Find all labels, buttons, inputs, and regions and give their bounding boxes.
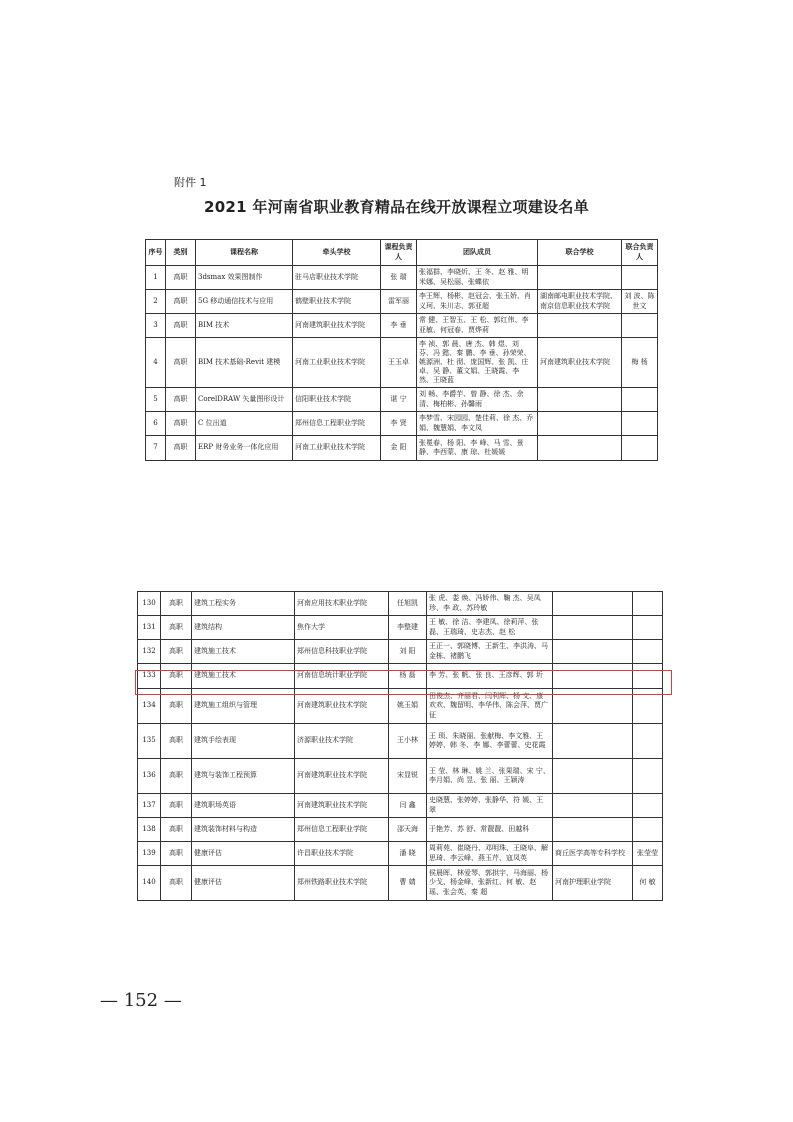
header-category: 类别 xyxy=(166,240,196,266)
row-partner-school: 河南护理职业学院 xyxy=(553,866,633,901)
row-partner-owner xyxy=(622,412,658,436)
row-category: 高职 xyxy=(161,842,192,866)
row-course-owner: 张 瑞 xyxy=(381,266,417,290)
row-partner-school xyxy=(553,664,633,689)
row-course-owner: 李 贤 xyxy=(381,412,417,436)
header-course: 课程名称 xyxy=(196,240,293,266)
row-category: 高职 xyxy=(166,314,196,338)
row-team-members: 李 祯、郭 晨、唐 杰、韩 煜、刘 芬、冯 懿、秦 鹏、李 垂、孙荣荣、姚源洲、杜 彻、庞国辉、张 凯、庄 卓、吴 静、董文娟、王晓霞、李 然、王晓蓝 xyxy=(417,338,538,388)
row-course-name: ERP 财务业务一体化应用 xyxy=(196,436,293,461)
row-team-members: 张福群、李晓炘、王 冬、赵 雅、明米娜、吴松丽、张蝶依 xyxy=(417,266,538,290)
row-course-owner: 王小林 xyxy=(389,724,427,759)
row-index: 1 xyxy=(146,266,166,290)
row-team-members: 王 琐、朱晓丽、张献梅、李文雅、王婷婷、韩 冬、李 娜、李蕾蕾、史花霞 xyxy=(427,724,553,759)
row-lead-school: 鹤壁职业技术学院 xyxy=(293,290,381,314)
row-partner-school xyxy=(538,412,622,436)
row-lead-school: 驻马店职业技术学院 xyxy=(293,266,381,290)
row-course-owner: 潘 晓 xyxy=(389,842,427,866)
row-index: 7 xyxy=(146,436,166,461)
table-row xyxy=(146,290,658,314)
row-partner-owner: 梅 杨 xyxy=(622,338,658,388)
page-title: 2021 年河南省职业教育精品在线开放课程立项建设名单 xyxy=(203,198,590,216)
row-index: 137 xyxy=(138,794,161,818)
row-course-name: 建筑施工组织与管理 xyxy=(192,689,295,724)
row-course-owner: 曹 婧 xyxy=(389,866,427,901)
table-header-row xyxy=(146,240,658,266)
row-index: 139 xyxy=(138,842,161,866)
row-partner-owner xyxy=(622,266,658,290)
row-partner-school xyxy=(553,689,633,724)
row-partner-school: 商丘医学高等专科学校 xyxy=(553,842,633,866)
table-row xyxy=(138,818,663,842)
row-lead-school: 焦作大学 xyxy=(295,616,389,640)
row-course-name: 建筑手绘表现 xyxy=(192,724,295,759)
row-partner-owner xyxy=(633,664,663,689)
row-course-name: 健康评估 xyxy=(192,842,295,866)
row-partner-school xyxy=(538,436,622,461)
row-lead-school: 许昌职业技术学院 xyxy=(295,842,389,866)
row-team-members: 侯晨晖、林爱琴、郭拱宇、马海丽、杨少戈、杨金峰、张新红、何 敏、赵 瑶、张会英、秦 超 xyxy=(427,866,553,901)
row-team-members: 李梦雪、宋园园、楚佳莉、徐 杰、乔 娟、魏慧娟、李文凤 xyxy=(417,412,538,436)
row-course-name: 建筑装饰材料与构造 xyxy=(192,818,295,842)
table-row xyxy=(146,314,658,338)
row-course-owner: 姚玉娟 xyxy=(389,689,427,724)
table-row xyxy=(138,759,663,794)
row-course-name: 5G 移动通信技术与应用 xyxy=(196,290,293,314)
row-course-owner: 王玉卓 xyxy=(381,338,417,388)
row-lead-school: 济源职业技术学院 xyxy=(295,724,389,759)
row-lead-school: 河南应用技术职业学院 xyxy=(295,592,389,616)
table-row xyxy=(138,866,663,901)
row-course-name: 建筑结构 xyxy=(192,616,295,640)
row-course-name: 3dsmax 效果图制作 xyxy=(196,266,293,290)
row-partner-owner: 张莹莹 xyxy=(633,842,663,866)
row-index: 2 xyxy=(146,290,166,314)
row-partner-owner xyxy=(622,388,658,412)
row-index: 130 xyxy=(138,592,161,616)
table-row xyxy=(138,794,663,818)
row-course-owner: 邵天海 xyxy=(389,818,427,842)
row-team-members: 于艳芳、苏 舒、常靓靓、田越科 xyxy=(427,818,553,842)
row-lead-school: 河南信息统计职业学院 xyxy=(295,664,389,689)
row-course-name: BIM 技术 xyxy=(196,314,293,338)
row-course-name: 建筑施工技术 xyxy=(192,664,295,689)
row-category: 高职 xyxy=(161,759,192,794)
row-partner-owner xyxy=(633,689,663,724)
row-category: 高职 xyxy=(161,616,192,640)
row-category: 高职 xyxy=(166,412,196,436)
row-lead-school: 郑州信息科技职业学院 xyxy=(295,640,389,664)
row-team-members: 张冕春、杨 阳、李 峰、马 雪、景 静、李西蒙、康 琼、杜媛媛 xyxy=(417,436,538,461)
row-course-name: 建筑与装饰工程预算 xyxy=(192,759,295,794)
row-partner-owner xyxy=(622,314,658,338)
row-course-owner: 宋显锐 xyxy=(389,759,427,794)
row-course-name: CorelDRAW 矢量图形设计 xyxy=(196,388,293,412)
row-lead-school: 河南建筑职业技术学院 xyxy=(293,314,381,338)
row-partner-school: 湖南邮电职业技术学院、南京信息职业技术学院 xyxy=(538,290,622,314)
row-category: 高职 xyxy=(161,689,192,724)
row-category: 高职 xyxy=(161,724,192,759)
row-index: 136 xyxy=(138,759,161,794)
row-category: 高职 xyxy=(161,818,192,842)
header-index: 序号 xyxy=(146,240,166,266)
row-course-owner: 李整建 xyxy=(389,616,427,640)
header-course-owner: 课程负责人 xyxy=(381,240,417,266)
header-lead-school: 牵头学校 xyxy=(293,240,381,266)
row-team-members: 王 莹、林 琳、姚 兰、张果瑞、宋 宁、李月娟、尚 昱、张 丽、王颖涛 xyxy=(427,759,553,794)
row-partner-owner xyxy=(633,818,663,842)
row-lead-school: 信阳职业技术学院 xyxy=(293,388,381,412)
row-partner-owner xyxy=(633,794,663,818)
row-category: 高职 xyxy=(161,664,192,689)
row-index: 6 xyxy=(146,412,166,436)
row-index: 133 xyxy=(138,664,161,689)
row-partner-owner: 何 敏 xyxy=(633,866,663,901)
row-partner-owner: 刘 波、陈世文 xyxy=(622,290,658,314)
row-category: 高职 xyxy=(166,290,196,314)
table-row xyxy=(138,689,663,724)
row-index: 4 xyxy=(146,338,166,388)
row-partner-school xyxy=(553,818,633,842)
row-team-members: 常 健、王智玉、王 松、郭红伟、李亚敏、何冠春、贾烨莉 xyxy=(417,314,538,338)
row-partner-school xyxy=(553,592,633,616)
row-index: 132 xyxy=(138,640,161,664)
row-index: 135 xyxy=(138,724,161,759)
table-row xyxy=(146,388,658,412)
row-partner-owner xyxy=(633,724,663,759)
table-row xyxy=(146,436,658,461)
row-team-members: 张 虎、娄 焕、冯娇伟、鞠 杰、吴凤珍、李 政、苏玲敏 xyxy=(427,592,553,616)
row-course-owner: 闫 鑫 xyxy=(389,794,427,818)
row-course-owner: 雷军丽 xyxy=(381,290,417,314)
row-index: 140 xyxy=(138,866,161,901)
row-index: 5 xyxy=(146,388,166,412)
row-category: 高职 xyxy=(161,794,192,818)
row-lead-school: 郑州铁路职业技术学院 xyxy=(295,866,389,901)
row-team-members: 史晓慧、张婷婷、张静华、符 媛、王 翠 xyxy=(427,794,553,818)
row-lead-school: 河南建筑职业技术学院 xyxy=(295,759,389,794)
row-course-name: 建筑施工技术 xyxy=(192,640,295,664)
row-lead-school: 河南建筑职业技术学院 xyxy=(295,794,389,818)
row-course-owner: 李 垂 xyxy=(381,314,417,338)
row-index: 3 xyxy=(146,314,166,338)
row-partner-school xyxy=(538,314,622,338)
row-course-owner: 刘 阳 xyxy=(389,640,427,664)
table-row xyxy=(146,338,658,388)
row-lead-school: 河南工业职业技术学院 xyxy=(293,436,381,461)
row-course-name: 建筑工程实务 xyxy=(192,592,295,616)
row-index: 131 xyxy=(138,616,161,640)
row-partner-owner xyxy=(633,640,663,664)
header-team: 团队成员 xyxy=(417,240,538,266)
row-partner-owner xyxy=(622,436,658,461)
row-lead-school: 郑州信息工程职业学院 xyxy=(295,818,389,842)
table-row xyxy=(138,724,663,759)
row-index: 134 xyxy=(138,689,161,724)
row-course-name: C 位出道 xyxy=(196,412,293,436)
header-partner-owner: 联合负责人 xyxy=(622,240,658,266)
row-partner-school xyxy=(553,640,633,664)
row-team-members: 王正一、郭晓博、王新生、李洪涛、马金栋、褚鹏飞 xyxy=(427,640,553,664)
row-partner-school xyxy=(553,724,633,759)
row-course-name: 建筑职场英语 xyxy=(192,794,295,818)
row-partner-school xyxy=(553,616,633,640)
row-lead-school: 河南建筑职业技术学院 xyxy=(295,689,389,724)
row-category: 高职 xyxy=(166,388,196,412)
row-category: 高职 xyxy=(166,266,196,290)
row-team-members: 李 芳、张 帆、张 良、王彦辉、郭 圻 xyxy=(427,664,553,689)
row-course-owner: 金 阳 xyxy=(381,436,417,461)
row-partner-school xyxy=(553,759,633,794)
row-index: 138 xyxy=(138,818,161,842)
row-partner-owner xyxy=(633,616,663,640)
table-row xyxy=(138,664,663,689)
row-team-members: 王 敏、徐 洁、李建凤、徐莉萍、张 磊、王瑞琦、史志杰、赵 松 xyxy=(427,616,553,640)
header-partner-school: 联合学校 xyxy=(538,240,622,266)
row-category: 高职 xyxy=(166,338,196,388)
row-lead-school: 郑州信息工程职业学院 xyxy=(293,412,381,436)
row-team-members: 刘 畅、李爵芋、曾 静、徐 杰、余 清、梅柏彬、孙馨雨 xyxy=(417,388,538,412)
row-course-name: 健康评估 xyxy=(192,866,295,901)
row-partner-school xyxy=(538,388,622,412)
row-category: 高职 xyxy=(161,640,192,664)
row-category: 高职 xyxy=(161,866,192,901)
table-row xyxy=(138,842,663,866)
course-table-bottom xyxy=(137,591,663,901)
row-category: 高职 xyxy=(166,436,196,461)
table-row xyxy=(138,640,663,664)
row-course-owner: 谌 宁 xyxy=(381,388,417,412)
table-row xyxy=(138,616,663,640)
row-team-members: 李王辉、杨彬、赵冠会、张玉娇、肖义珂、朱川志、郭亚超 xyxy=(417,290,538,314)
row-course-owner: 任旭凯 xyxy=(389,592,427,616)
table-row xyxy=(146,412,658,436)
course-table-top xyxy=(145,239,658,461)
row-partner-school xyxy=(553,794,633,818)
row-partner-school xyxy=(538,266,622,290)
table-row xyxy=(138,592,663,616)
row-partner-owner xyxy=(633,759,663,794)
row-category: 高职 xyxy=(161,592,192,616)
page-number: — 152 — xyxy=(100,990,182,1011)
row-partner-owner xyxy=(633,592,663,616)
row-lead-school: 河南工业职业技术学院 xyxy=(293,338,381,388)
row-team-members: 田俊杰、齐丽君、闫利辉、杨 文、康欢欢、魏留明、李华伟、陈会萍、贾广征 xyxy=(427,689,553,724)
attachment-label: 附件 1 xyxy=(174,176,207,189)
table-row xyxy=(146,266,658,290)
row-course-owner: 杨 磊 xyxy=(389,664,427,689)
row-team-members: 周莉苑、崔晓丹、邓明珠、王晓阜、解思琦、李云峰、燕玉芹、寇凤英 xyxy=(427,842,553,866)
row-partner-school: 河南建筑职业技术学院 xyxy=(538,338,622,388)
row-course-name: BIM 技术基础-Revit 建模 xyxy=(196,338,293,388)
